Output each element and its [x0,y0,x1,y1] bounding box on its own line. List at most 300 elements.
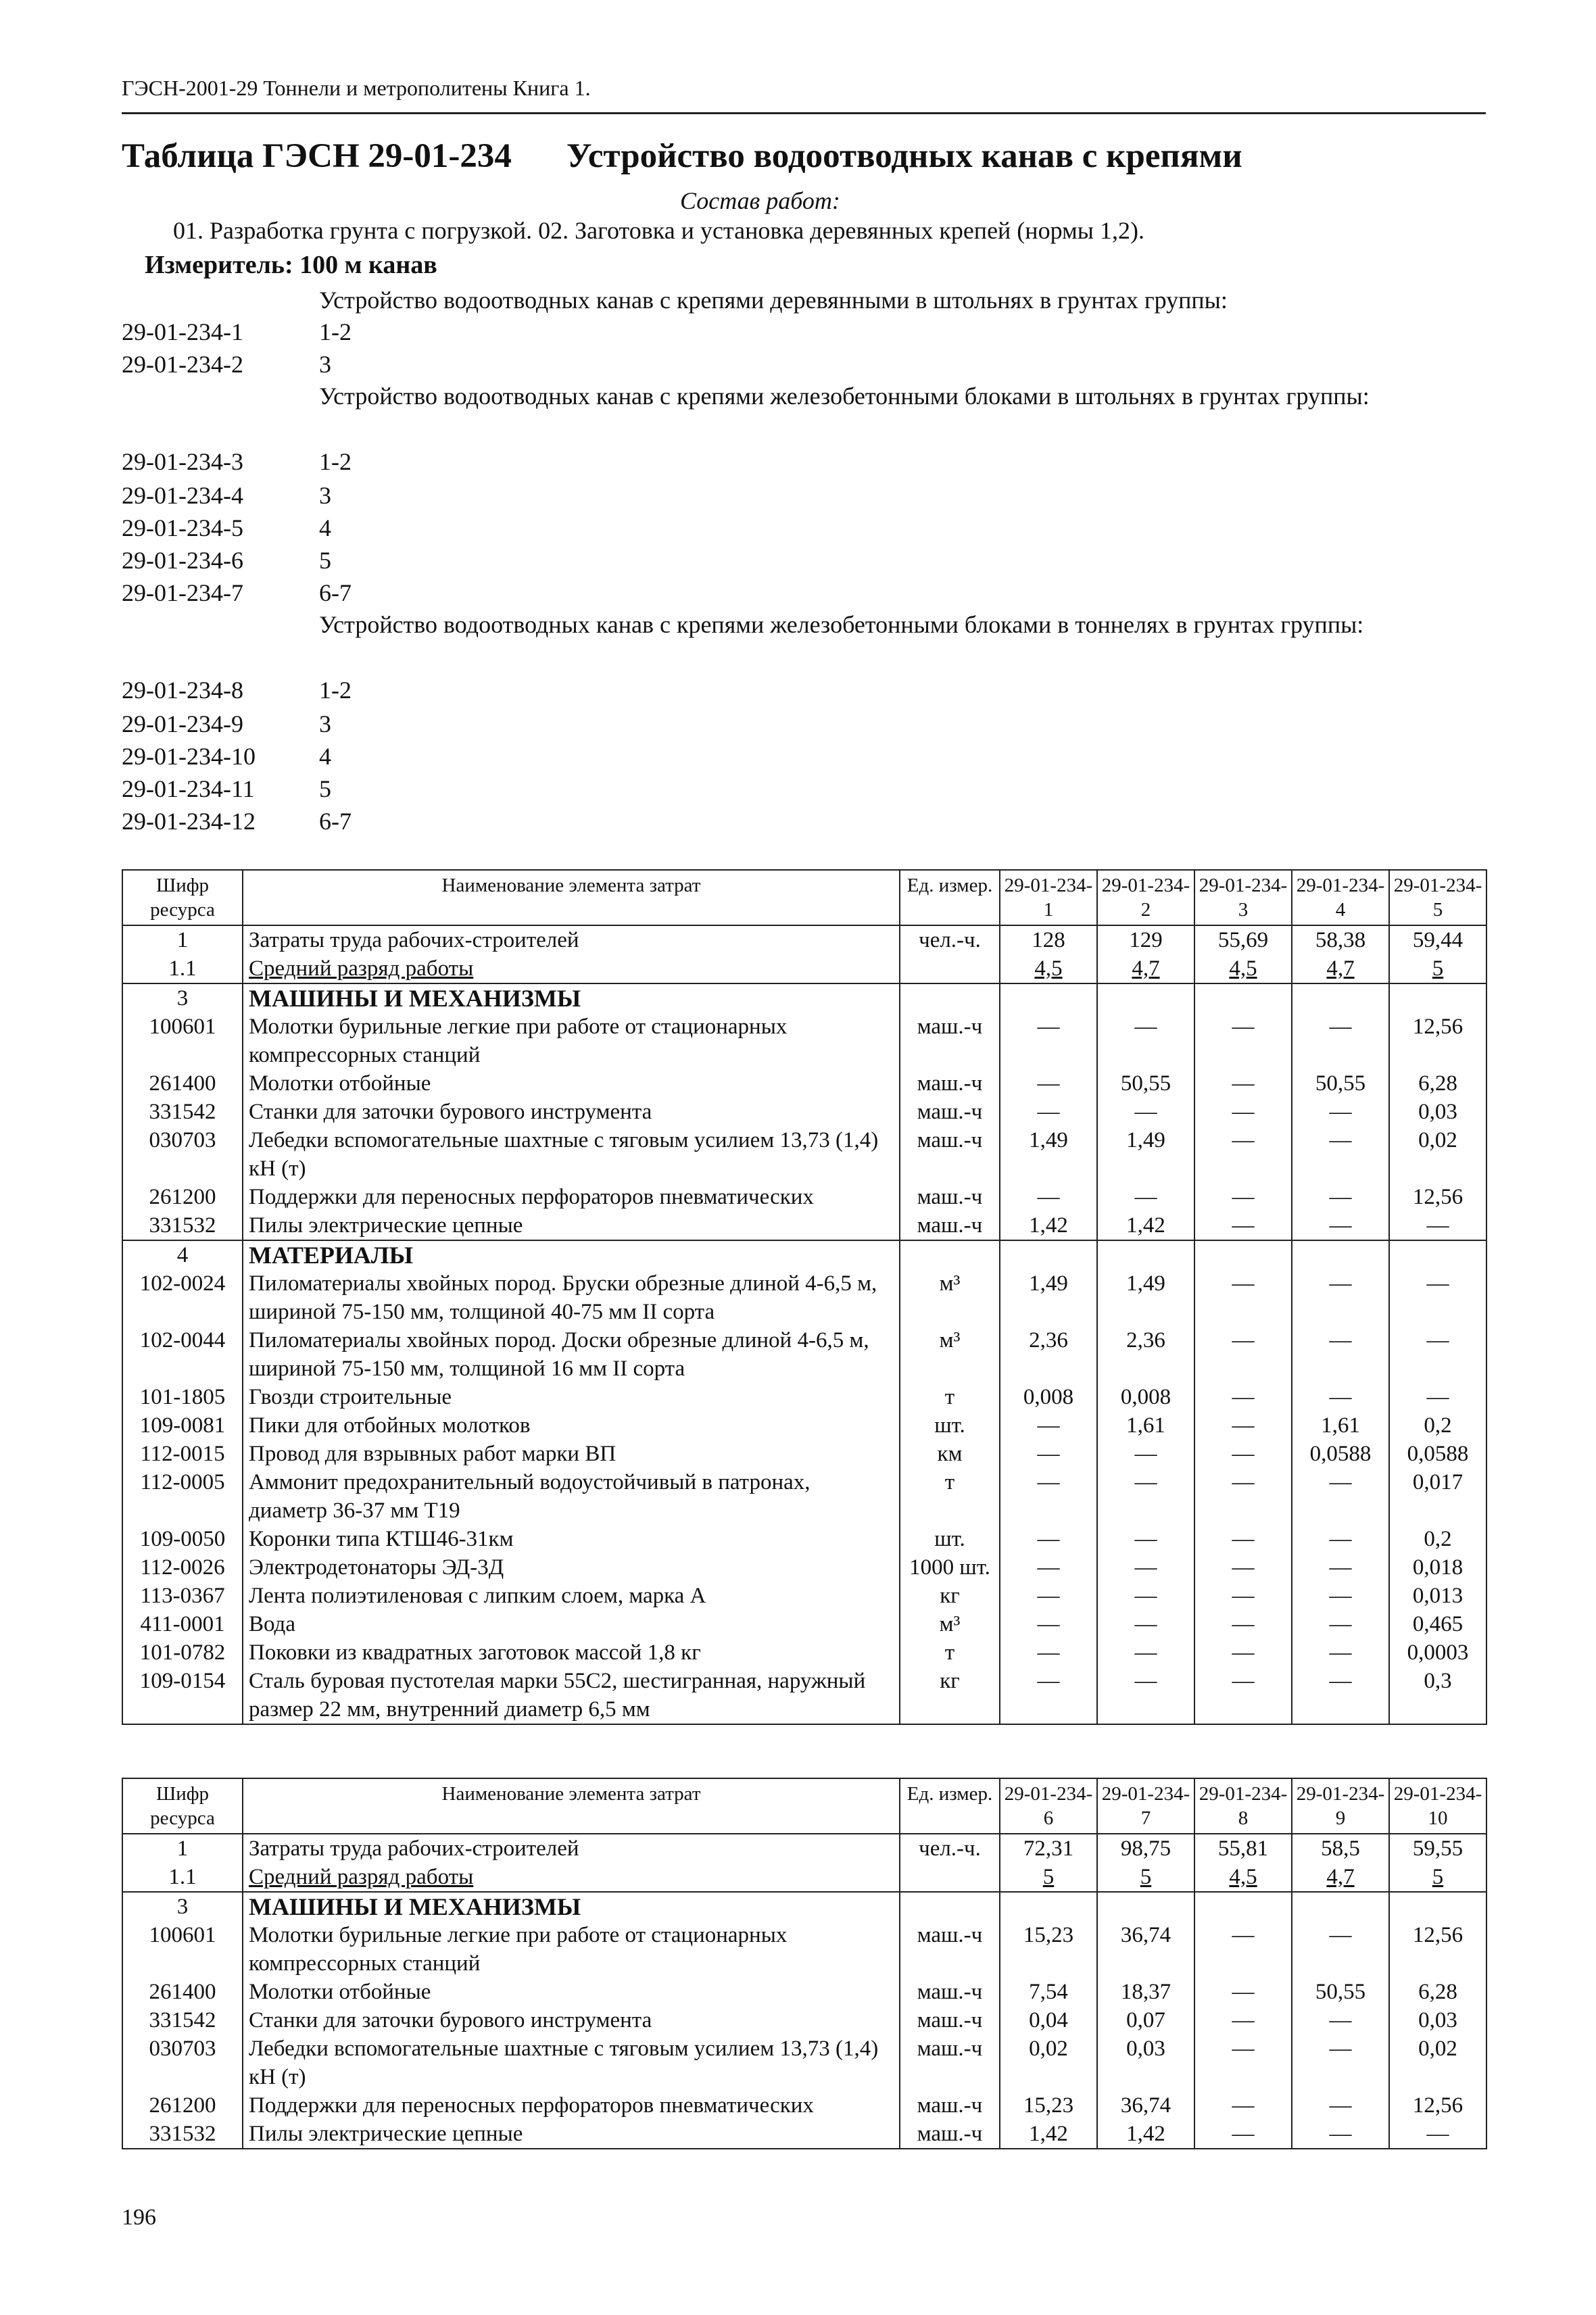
norm-value [1194,1667,1292,1724]
norm-value-text: 18,37 [1120,1980,1171,2004]
section-row [122,983,1486,1013]
norm-value [1000,983,1097,1013]
norm-value-text: — [1329,2037,1352,2061]
column-header: Шифр ресурса [122,870,243,925]
unit [900,983,1000,1013]
norm-value [1000,1269,1097,1326]
norm-value [1097,1667,1194,1724]
norm-value-text: 12,56 [1412,1015,1464,1039]
composition-label: Состав работ: [680,187,840,214]
norm-value-text: 0,02 [1029,2037,1068,2061]
resource-name-text: Молотки отбойные [249,1980,431,2004]
norm-value-text: — [1329,1100,1352,1124]
norm-value [1194,954,1292,983]
resource-code: 112-0005 [122,1468,243,1525]
resource-name [243,1211,900,1240]
resource-code: 3 [122,983,243,1013]
norm-value-text: 55,69 [1217,928,1269,952]
norm-value-text: 0,465 [1412,1612,1464,1636]
resource-name [243,2034,900,2091]
norm-value-text: — [1329,1527,1352,1551]
norm-value [1000,1525,1097,1553]
norm-value [1389,1892,1486,1921]
norm-value [1194,1411,1292,1440]
norm-value-text: 50,55 [1315,1980,1366,2004]
norm-value-text: 0,0588 [1309,1442,1372,1466]
section-row [122,1892,1486,1921]
norm-value [1194,1921,1292,1978]
table-row [122,2091,1486,2120]
norm-value [1194,1610,1292,1638]
resource-name-text: Поддержки для переносных перфораторов пневматических [249,1185,814,1209]
norm-value [1389,1638,1486,1667]
norm-value [1292,1069,1389,1098]
resource-name-text: Поддержки для переносных перфораторов пневматических [249,2093,814,2118]
resource-code: 112-0015 [122,1440,243,1468]
resource-code: 3 [122,1892,243,1921]
meter-label: Измеритель: [145,251,293,279]
norm-value [1000,1069,1097,1098]
column-header: Наименование элемента затрат [243,1778,900,1834]
unit: маш.-ч [900,2120,1000,2149]
norm-value-text: 0,018 [1412,1555,1464,1580]
group-description: Устройство водоотводных канав с крепями железобетонными блоками в штольнях в грунтах группы: [319,383,1370,410]
norm-value [1194,2006,1292,2034]
norm-value [1097,2091,1194,2120]
norm-value-text: 1,42 [1126,1213,1165,1238]
table-row [122,1211,1486,1240]
norm-value-text: 0,0588 [1407,1442,1469,1466]
norm-value-text: — [1037,1555,1060,1580]
norm-value [1389,983,1486,1013]
norm-value-text: 0,02 [1418,1128,1457,1152]
norm-value [1292,1411,1389,1440]
unit: маш.-ч [900,2006,1000,2034]
norm-value [1000,2120,1097,2149]
norm-value-text: — [1329,1640,1352,1665]
norm-value-text: — [1232,2008,1255,2032]
norm-value-text: 72,31 [1023,1836,1074,1861]
norm-value [1292,1383,1389,1411]
norm-value-text: — [1232,1385,1255,1409]
soil-group: 4 [319,514,331,541]
norm-value-text: — [1232,2122,1255,2146]
norm-value [1097,1383,1194,1411]
norm-value-text: — [1037,1071,1060,1096]
norm-value [1097,1013,1194,1069]
norm-value-text: 0,017 [1412,1470,1464,1494]
norm-value [1097,1863,1194,1892]
norm-value-text: — [1134,1442,1157,1466]
norm-code: 29-01-234-9 [122,710,243,737]
norm-value [1194,1863,1292,1892]
resource-name-text: Пиломатериалы хвойных пород. Бруски обрезные длиной 4-6,5 м, шириной 75-150 мм, толщиной 40-75 мм II сорта [249,1271,877,1324]
section-row [122,1240,1486,1269]
norm-value-text: 4,7 [1132,956,1160,981]
norm-value-text: 7,54 [1029,1980,1068,2004]
norm-value [1097,1582,1194,1610]
norm-value [1097,1126,1194,1183]
norm-value-text: — [1037,1470,1060,1494]
resource-name [243,1440,900,1468]
resource-name [243,954,900,983]
table-row [122,1582,1486,1610]
norm-value-text: 1,61 [1321,1413,1360,1438]
norm-value [1097,1553,1194,1582]
norm-value [1097,954,1194,983]
norm-value-text: 0,02 [1418,2037,1457,2061]
resource-name-text: Средний разряд работы [249,1865,474,1889]
norm-value-text: — [1232,1100,1255,1124]
norm-value [1389,1863,1486,1892]
norm-value-text: — [1329,1271,1352,1296]
resource-code: 109-0154 [122,1667,243,1724]
norm-value [1292,1240,1389,1269]
norm-value [1292,1269,1389,1326]
resource-name-text: Электродетонаторы ЭД-3Д [249,1555,504,1580]
norm-value-text: 58,38 [1315,928,1366,952]
norm-value-text: 0,03 [1126,2037,1165,2061]
column-header: 29-01-234-6 [1000,1778,1097,1834]
norm-value [1194,1269,1292,1326]
norm-value [1000,1610,1097,1638]
resource-name [243,1978,900,2006]
norm-value-text: 0,013 [1412,1584,1464,1608]
norm-value-text: 0,2 [1424,1413,1452,1438]
norm-value [1389,1183,1486,1211]
column-header: 29-01-234-1 [1000,870,1097,925]
norm-value-text: — [1232,1923,1255,1947]
norm-value [1000,1183,1097,1211]
norm-value [1292,2034,1389,2091]
norm-value-text: 36,74 [1120,2093,1171,2118]
norm-value-text: 58,5 [1321,1836,1360,1861]
unit: чел.-ч. [900,1834,1000,1863]
norm-value-text: 1,49 [1126,1128,1165,1152]
soil-group: 4 [319,743,331,770]
norm-value [1194,2120,1292,2149]
norm-value-text: 0,008 [1120,1385,1171,1409]
column-header: Ед. измер. [900,1778,1000,1834]
norm-value [1194,1383,1292,1411]
header-rule [122,112,1486,114]
unit: маш.-ч [900,2091,1000,2120]
norm-value-text: — [1232,2093,1255,2118]
soil-group: 1-2 [319,448,352,475]
column-header: 29-01-234-9 [1292,1778,1389,1834]
resource-name [243,1638,900,1667]
norm-value-text: 36,74 [1120,1923,1171,1947]
table-row [122,2120,1486,2149]
norm-value-text: — [1134,1100,1157,1124]
resource-name [243,1863,900,1892]
norm-code: 29-01-234-5 [122,514,243,541]
norm-value [1097,1211,1194,1240]
norm-value-text: 1,61 [1126,1413,1165,1438]
column-header: 29-01-234-3 [1194,870,1292,925]
resource-code: 112-0026 [122,1553,243,1582]
unit: шт. [900,1525,1000,1553]
norm-value-text: — [1232,1213,1255,1238]
norm-value-text: 128 [1032,928,1065,952]
norm-value [1000,1978,1097,2006]
page-number: 196 [122,2205,156,2230]
norm-value [1000,1440,1097,1468]
norm-value [1194,1098,1292,1126]
unit: маш.-ч [900,1978,1000,2006]
norm-value [1292,1326,1389,1383]
norm-code: 29-01-234-3 [122,448,243,475]
norm-value [1292,1183,1389,1211]
table-header-row [122,870,1486,925]
table-row [122,1553,1486,1582]
section-label [243,1240,900,1269]
norm-value-text: — [1134,1555,1157,1580]
norm-value-text: — [1134,1470,1157,1494]
resource-name [243,1525,900,1553]
soil-group: 6-7 [319,808,352,835]
norm-value-text: 2,36 [1029,1328,1068,1353]
norm-value [1000,1921,1097,1978]
table-row [122,1667,1486,1724]
norm-value [1389,2091,1486,2120]
norm-value-text: 4,5 [1229,956,1257,981]
norm-value [1000,1126,1097,1183]
resource-code: 1 [122,925,243,954]
table-row [122,1921,1486,1978]
norm-code: 29-01-234-10 [122,743,256,770]
resource-name-text: Молотки бурильные легкие при работе от стационарных компрессорных станций [249,1015,788,1067]
norm-value [1292,1610,1389,1638]
norm-value-text: — [1329,1128,1352,1152]
norm-value-text: 0,03 [1418,1100,1457,1124]
norm-value [1000,1468,1097,1525]
norm-value-text: 1,49 [1126,1271,1165,1296]
norm-value [1194,983,1292,1013]
unit: маш.-ч [900,1069,1000,1098]
norm-value [1292,954,1389,983]
table-row [122,2034,1486,2091]
norm-value-text: — [1037,1442,1060,1466]
norm-code: 29-01-234-7 [122,579,243,606]
norm-value [1194,1183,1292,1211]
unit: маш.-ч [900,1098,1000,1126]
unit: м³ [900,1326,1000,1383]
resource-code: 1.1 [122,1863,243,1892]
norm-value [1194,1126,1292,1183]
norm-value-text: — [1232,1442,1255,1466]
norm-value-text: — [1232,1555,1255,1580]
unit: маш.-ч [900,1211,1000,1240]
table-row [122,954,1486,983]
resource-code: 101-0782 [122,1638,243,1667]
soil-group: 3 [319,351,331,378]
resource-name-text: МАШИНЫ И МЕХАНИЗМЫ [249,1893,581,1920]
norm-value-text: — [1037,1612,1060,1636]
norm-value-text: — [1329,1612,1352,1636]
norm-value [1292,1440,1389,1468]
column-header: 29-01-234-8 [1194,1778,1292,1834]
norm-value-text: 12,56 [1412,1923,1464,1947]
column-header: Ед. измер. [900,870,1000,925]
resource-code: 411-0001 [122,1610,243,1638]
resource-name-text: Пики для отбойных молотков [249,1413,531,1438]
unit [900,954,1000,983]
norm-value-text: — [1134,1584,1157,1608]
norm-value [1194,1440,1292,1468]
table-row [122,1098,1486,1126]
norm-value [1000,1667,1097,1724]
norm-value [1389,2120,1486,2149]
norm-value [1097,2006,1194,2034]
resource-code: 261200 [122,1183,243,1211]
resource-name-text: Средний разряд работы [249,956,474,981]
resource-name [243,1610,900,1638]
table-row [122,925,1486,954]
resource-name-text: Сталь буровая пустотелая марки 55С2, шестигранная, наружный размер 22 мм, внутренний диаметр 6,5 мм [249,1669,866,1722]
resource-name [243,1069,900,1098]
norm-value-text: 4,7 [1326,1865,1355,1889]
norm-value-text: 0,008 [1023,1385,1074,1409]
norm-value-text: — [1134,1527,1157,1551]
norm-value-text: — [1329,1584,1352,1608]
norm-value [1292,1834,1389,1863]
norm-value-text: 5 [1140,1865,1152,1889]
unit: чел.-ч. [900,925,1000,954]
norm-value [1292,1921,1389,1978]
norm-value-text: 0,3 [1424,1669,1452,1693]
norm-value-text: — [1232,1669,1255,1693]
resource-name [243,1326,900,1383]
norm-value [1292,2006,1389,2034]
norm-value-text: 5 [1042,1865,1055,1889]
column-header: Шифр ресурса [122,1778,243,1834]
norm-value-text: — [1134,1185,1157,1209]
norm-value-text: — [1037,1185,1060,1209]
soil-group: 5 [319,547,331,574]
norm-value [1389,1440,1486,1468]
norm-value-text: 4,5 [1229,1865,1257,1889]
resource-name [243,1582,900,1610]
norm-value [1097,925,1194,954]
norm-code: 29-01-234-6 [122,547,243,574]
unit [900,1863,1000,1892]
column-header: 29-01-234-5 [1389,870,1486,925]
resource-name [243,2120,900,2149]
norm-value [1000,1553,1097,1582]
resource-name-text: Аммонит предохранительный водоустойчивый в патронах, диаметр 36-37 мм Т19 [249,1470,811,1523]
norm-value [1389,1269,1486,1326]
soil-group: 3 [319,710,331,737]
norm-value [1292,983,1389,1013]
resource-code: 100601 [122,1921,243,1978]
norm-value [1097,1610,1194,1638]
norm-value [1194,925,1292,954]
resource-code: 030703 [122,1126,243,1183]
norm-value-text: 98,75 [1120,1836,1171,1861]
resource-name-text: Станки для заточки бурового инструмента [249,2008,652,2032]
resource-name-text: Вода [249,1612,295,1636]
norm-value [1097,1098,1194,1126]
table-row [122,2006,1486,2034]
composition-text: 01. Разработка грунта с погрузкой. 02. Заготовка и установка деревянных крепей (нормы 1,2). [173,217,1144,244]
resource-name [243,1553,900,1582]
norm-value [1292,1126,1389,1183]
soil-group: 1-2 [319,677,352,704]
norm-value-text: — [1329,1328,1352,1353]
norm-value [1389,954,1486,983]
resource-code: 030703 [122,2034,243,2091]
resource-name [243,1013,900,1069]
norm-value [1097,983,1194,1013]
norm-value [1194,1240,1292,1269]
unit [900,1240,1000,1269]
norm-value [1000,1411,1097,1440]
norm-value-text: — [1329,1669,1352,1693]
resource-code: 261400 [122,1069,243,1098]
table-row [122,1013,1486,1069]
table-row [122,1126,1486,1183]
meter-value: 100 м канав [299,251,437,279]
resource-name [243,1834,900,1863]
unit: т [900,1638,1000,1667]
norm-value [1194,2034,1292,2091]
norm-value [1389,1834,1486,1863]
norm-value [1000,2091,1097,2120]
resource-code: 102-0044 [122,1326,243,1383]
norm-value-text: — [1134,1640,1157,1665]
soil-group: 1-2 [319,318,352,345]
norm-value-text: — [1329,1213,1352,1238]
unit: маш.-ч [900,1013,1000,1069]
norm-value-text: 50,55 [1120,1071,1171,1096]
norm-value [1000,1098,1097,1126]
resource-name [243,1667,900,1724]
norm-value [1000,925,1097,954]
column-header: Наименование элемента затрат [243,870,900,925]
resource-name-text: Гвозди строительные [249,1385,452,1409]
norm-value [1000,1638,1097,1667]
norm-value-text: 1,42 [1029,2122,1068,2146]
column-header: 29-01-234-4 [1292,870,1389,925]
norm-value [1292,925,1389,954]
resource-code: 100601 [122,1013,243,1069]
table-title: Устройство водоотводных канав с крепями [566,137,1242,175]
unit: т [900,1468,1000,1525]
norm-value [1389,1383,1486,1411]
resource-name [243,1921,900,1978]
resource-name [243,925,900,954]
norm-value [1292,1525,1389,1553]
norm-value [1389,1582,1486,1610]
resource-code: 331542 [122,1098,243,1126]
norm-value [1292,1211,1389,1240]
norm-value [1292,1638,1389,1667]
resource-code: 4 [122,1240,243,1269]
norm-value [1389,2034,1486,2091]
norm-value [1097,1326,1194,1383]
norm-value [1000,954,1097,983]
norm-value-text: 55,81 [1217,1836,1269,1861]
norm-value [1000,1383,1097,1411]
norm-value-text: 0,0003 [1407,1640,1469,1665]
norm-value-text: 12,56 [1412,1185,1464,1209]
resource-code: 101-1805 [122,1383,243,1411]
norm-value-text: 0,2 [1424,1527,1452,1551]
norm-value-text: — [1329,1185,1352,1209]
norm-code: 29-01-234-12 [122,808,256,835]
norm-value [1389,1013,1486,1069]
